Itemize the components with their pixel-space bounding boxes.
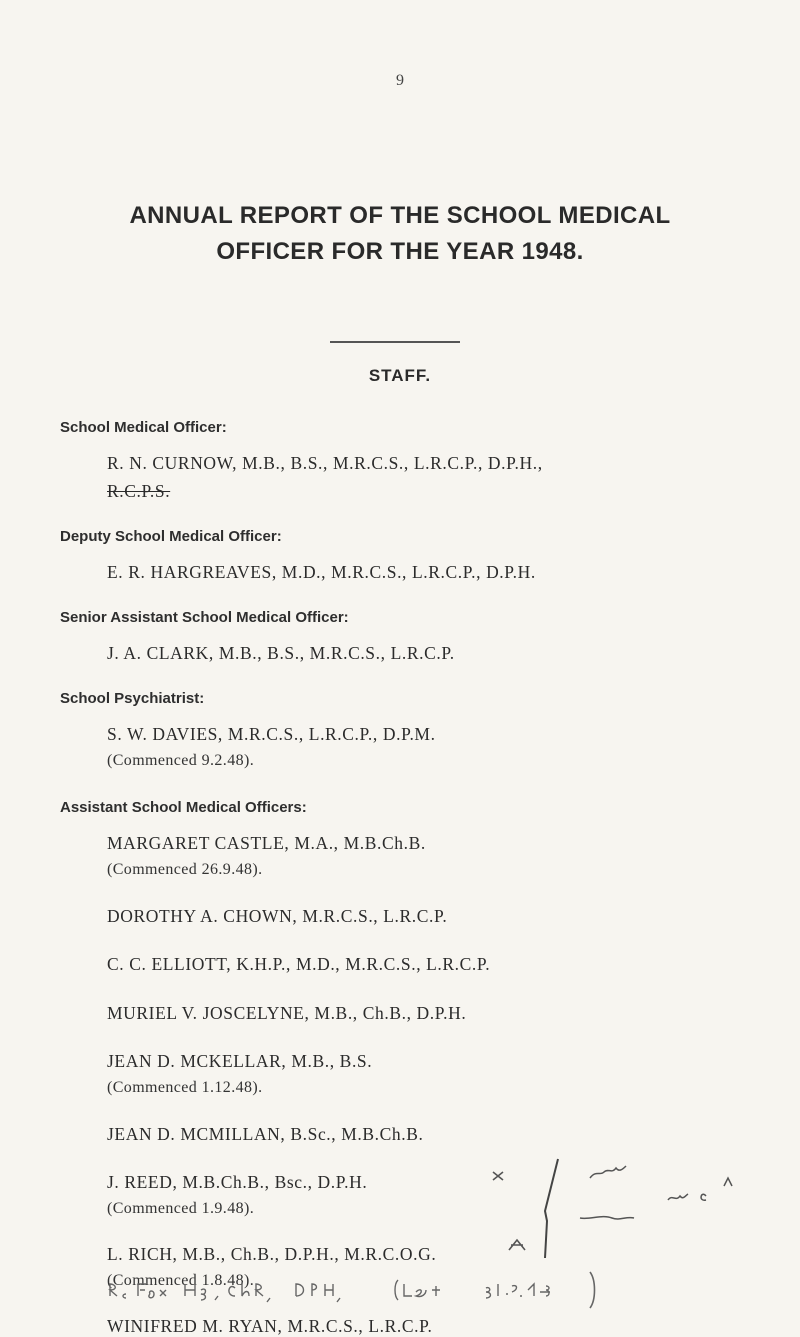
staff-note-davies: (Commenced 9.2.48). [107,752,255,769]
role-assistant-officers: Assistant School Medical Officers: [60,799,307,816]
report-title-line-2: OFFICER FOR THE YEAR 1948. [216,238,584,265]
report-title-line-1: ANNUAL REPORT OF THE SCHOOL MEDICAL [129,202,671,229]
assistant-name-castle: MARGARET CASTLE, M.A., M.B.Ch.B. [107,833,426,853]
role-senior-assistant: Senior Assistant School Medical Officer: [60,609,349,626]
assistant-note-mckellar: (Commenced 1.12.48). [107,1079,263,1096]
assistant-note-rich: (Commenced 1.8.48). [107,1272,255,1289]
role-school-psychiatrist: School Psychiatrist: [60,690,205,707]
assistant-name-mcmillan: JEAN D. MCMILLAN, B.Sc., M.B.Ch.B. [107,1124,424,1144]
assistant-note-reed: (Commenced 1.9.48). [107,1200,255,1217]
assistant-name-chown: DOROTHY A. CHOWN, M.R.C.S., L.R.C.P. [107,906,448,926]
assistant-name-joscelyne: MURIEL V. JOSCELYNE, M.B., Ch.B., D.P.H. [107,1003,467,1023]
role-deputy-school-medical-officer: Deputy School Medical Officer: [60,528,282,545]
assistant-note-castle: (Commenced 26.9.48). [107,861,263,878]
page-number: 9 [396,72,404,89]
staff-name-davies: S. W. DAVIES, M.R.C.S., L.R.C.P., D.P.M. [107,724,436,744]
assistant-name-ryan: WINIFRED M. RYAN, M.R.C.S., L.R.C.P. [107,1316,433,1336]
staff-name-curnow: R. N. CURNOW, M.B., B.S., M.R.C.S., L.R.C.P., D.P.H., [107,453,543,473]
staff-name-hargreaves: E. R. HARGREAVES, M.D., M.R.C.S., L.R.C.P., D.P.H. [107,562,536,582]
assistant-name-mckellar: JEAN D. MCKELLAR, M.B., B.S. [107,1051,373,1071]
section-heading-staff: STAFF. [368,366,432,385]
staff-name-curnow-cont: R.C.P.S. [107,481,171,501]
role-school-medical-officer: School Medical Officer: [60,419,227,436]
assistant-name-rich: L. RICH, M.B., Ch.B., D.P.H., M.R.C.O.G. [107,1244,437,1264]
assistant-name-reed: J. REED, M.B.Ch.B., Bsc., D.P.H. [107,1172,368,1192]
assistant-name-elliott: C. C. ELLIOTT, K.H.P., M.D., M.R.C.S., L.R.C.P. [107,954,491,974]
title-divider [330,341,460,343]
staff-name-clark: J. A. CLARK, M.B., B.S., M.R.C.S., L.R.C.P. [107,643,455,663]
report-title [0,198,800,270]
